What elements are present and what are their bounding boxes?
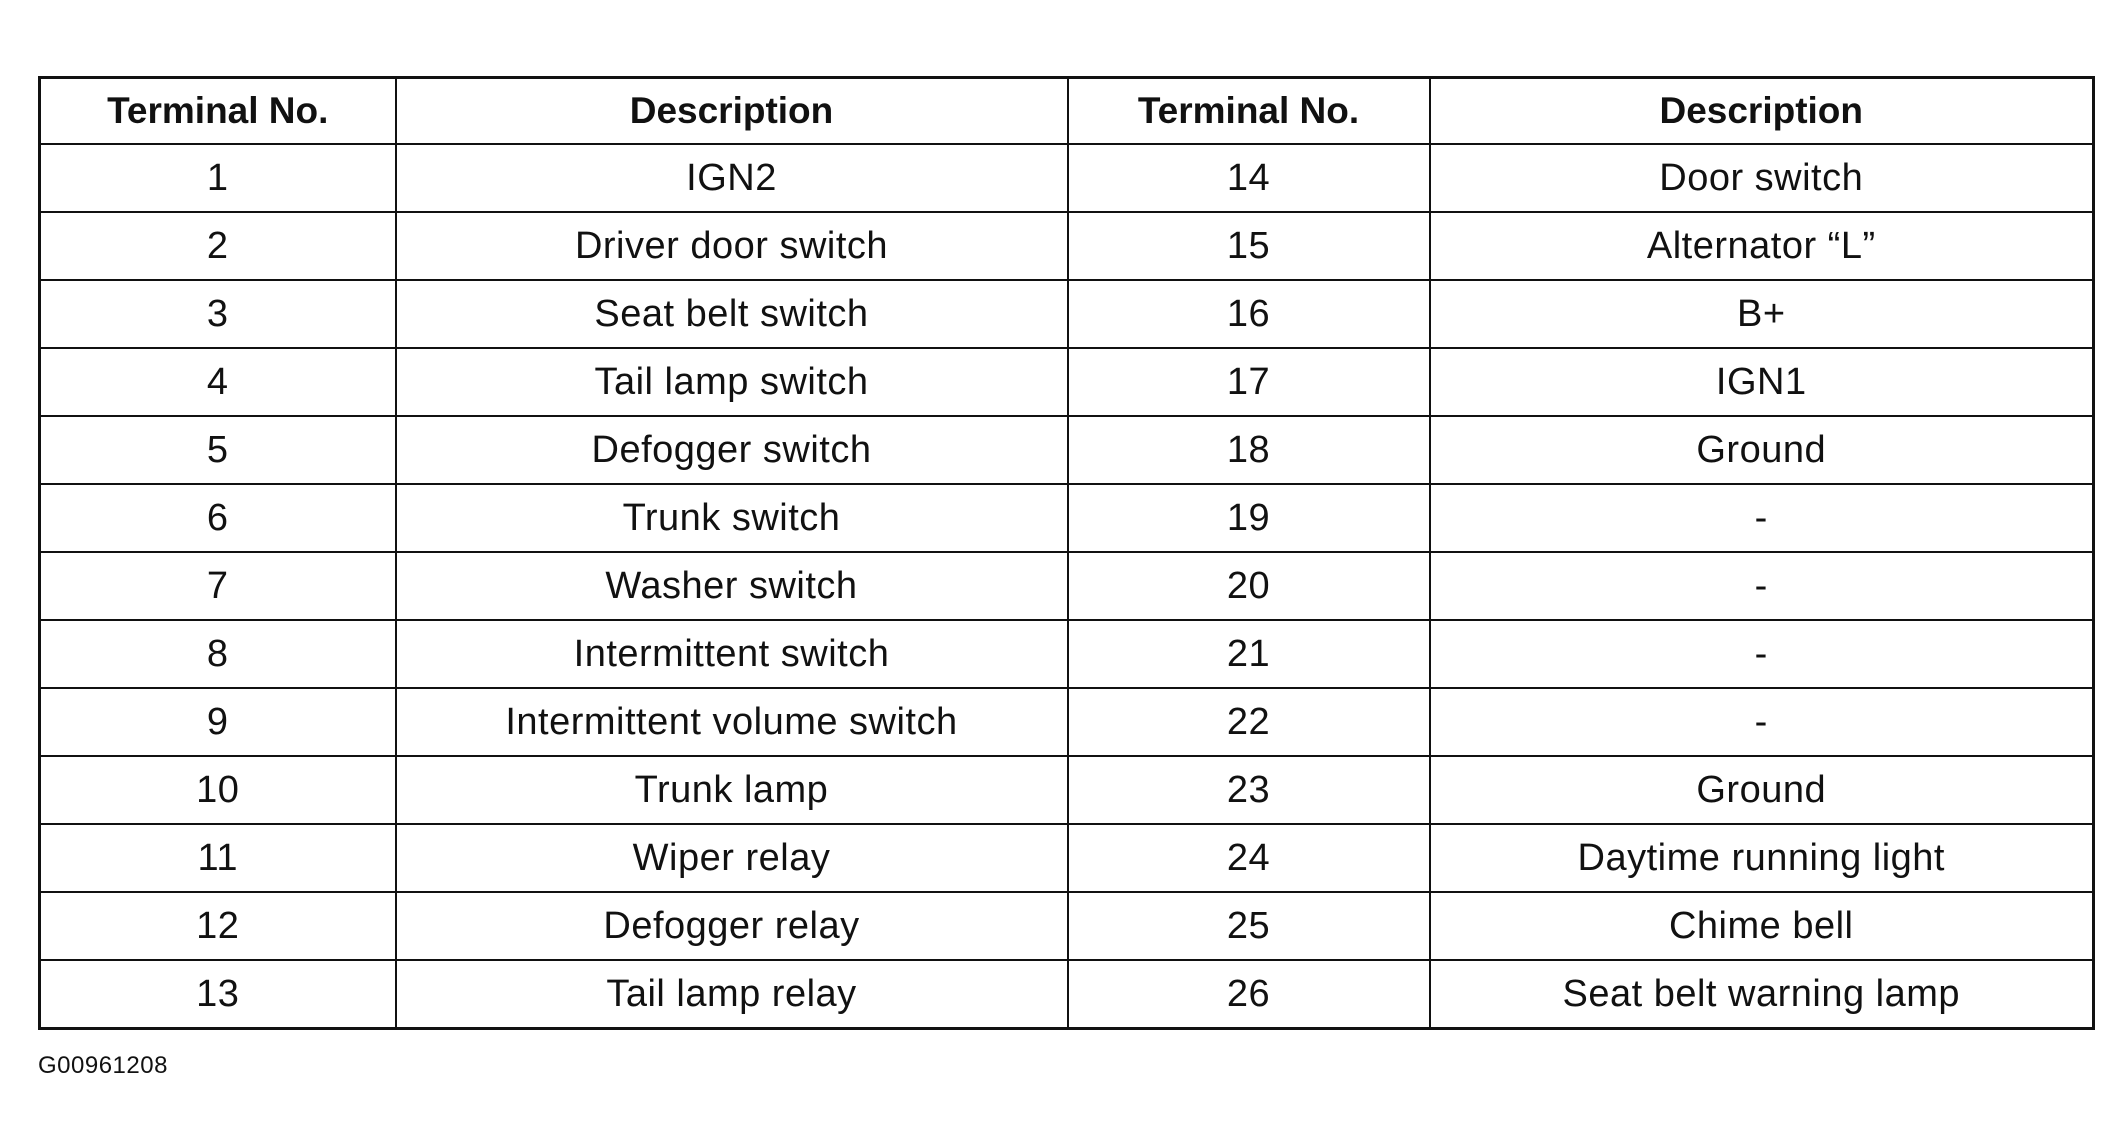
description-cell: - — [1430, 484, 2094, 552]
description-cell: Trunk switch — [396, 484, 1068, 552]
description-cell: Alternator “L” — [1430, 212, 2094, 280]
table-row — [40, 416, 2094, 484]
description-cell: Driver door switch — [396, 212, 1068, 280]
terminal-number-cell: 23 — [1068, 756, 1430, 824]
table-row — [40, 280, 2094, 348]
description-cell: Daytime running light — [1430, 824, 2094, 892]
table-row — [40, 892, 2094, 960]
terminal-number-cell: 16 — [1068, 280, 1430, 348]
table-row — [40, 484, 2094, 552]
header-description-left: Description — [396, 78, 1068, 144]
table-row — [40, 960, 2094, 1029]
table-row — [40, 824, 2094, 892]
terminal-number-cell: 17 — [1068, 348, 1430, 416]
header-description-right: Description — [1430, 78, 2094, 144]
description-cell: B+ — [1430, 280, 2094, 348]
description-cell: Seat belt warning lamp — [1430, 960, 2094, 1029]
table-row — [40, 348, 2094, 416]
description-cell: - — [1430, 688, 2094, 756]
table-row — [40, 144, 2094, 212]
terminal-number-cell: 1 — [40, 144, 396, 212]
table-row — [40, 688, 2094, 756]
description-cell: Door switch — [1430, 144, 2094, 212]
description-cell: Intermittent volume switch — [396, 688, 1068, 756]
header-terminal-no-right: Terminal No. — [1068, 78, 1430, 144]
terminal-number-cell: 15 — [1068, 212, 1430, 280]
terminal-number-cell: 6 — [40, 484, 396, 552]
table-row — [40, 552, 2094, 620]
terminal-number-cell: 3 — [40, 280, 396, 348]
description-cell: Ground — [1430, 416, 2094, 484]
header-terminal-no-left: Terminal No. — [40, 78, 396, 144]
table-row — [40, 212, 2094, 280]
terminal-number-cell: 12 — [40, 892, 396, 960]
description-cell: Wiper relay — [396, 824, 1068, 892]
terminal-number-cell: 2 — [40, 212, 396, 280]
figure-code: G00961208 — [38, 1052, 168, 1079]
terminal-table — [38, 76, 2095, 1030]
terminal-number-cell: 7 — [40, 552, 396, 620]
terminal-number-cell: 21 — [1068, 620, 1430, 688]
terminal-number-cell: 5 — [40, 416, 396, 484]
description-cell: Defogger switch — [396, 416, 1068, 484]
description-cell: IGN1 — [1430, 348, 2094, 416]
description-cell: - — [1430, 552, 2094, 620]
description-cell: Chime bell — [1430, 892, 2094, 960]
description-cell: Intermittent switch — [396, 620, 1068, 688]
terminal-number-cell: 11 — [40, 824, 396, 892]
description-cell: Tail lamp switch — [396, 348, 1068, 416]
terminal-number-cell: 14 — [1068, 144, 1430, 212]
terminal-number-cell: 20 — [1068, 552, 1430, 620]
description-cell: Trunk lamp — [396, 756, 1068, 824]
terminal-number-cell: 8 — [40, 620, 396, 688]
terminal-number-cell: 4 — [40, 348, 396, 416]
description-cell: Washer switch — [396, 552, 1068, 620]
terminal-number-cell: 13 — [40, 960, 396, 1029]
terminal-number-cell: 26 — [1068, 960, 1430, 1029]
terminal-number-cell: 18 — [1068, 416, 1430, 484]
description-cell: Defogger relay — [396, 892, 1068, 960]
terminal-number-cell: 25 — [1068, 892, 1430, 960]
table-row — [40, 620, 2094, 688]
description-cell: - — [1430, 620, 2094, 688]
description-cell: Ground — [1430, 756, 2094, 824]
description-cell: Seat belt switch — [396, 280, 1068, 348]
description-cell: IGN2 — [396, 144, 1068, 212]
terminal-number-cell: 24 — [1068, 824, 1430, 892]
header-row — [40, 78, 2094, 144]
terminal-number-cell: 22 — [1068, 688, 1430, 756]
terminal-number-cell: 10 — [40, 756, 396, 824]
description-cell: Tail lamp relay — [396, 960, 1068, 1029]
terminal-number-cell: 19 — [1068, 484, 1430, 552]
terminal-number-cell: 9 — [40, 688, 396, 756]
table-row — [40, 756, 2094, 824]
